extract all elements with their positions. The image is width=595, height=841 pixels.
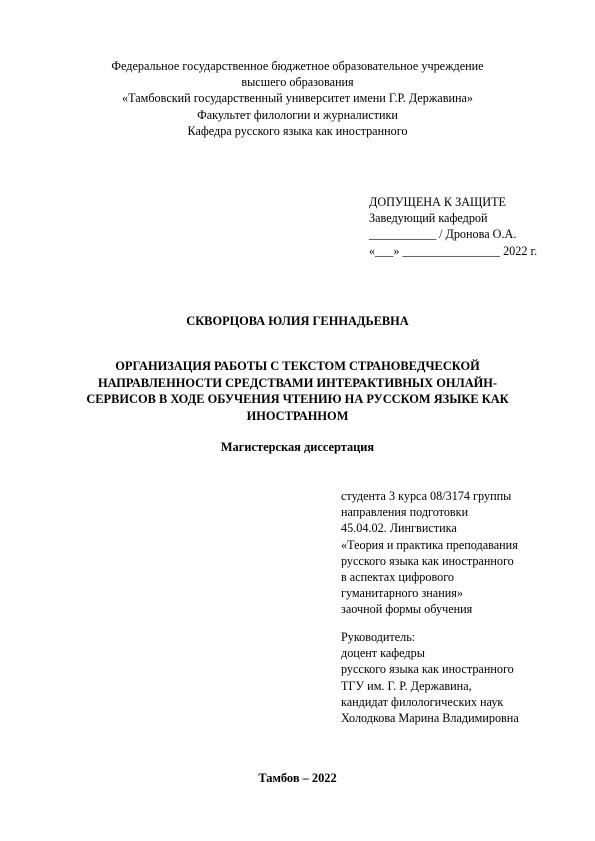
document-type: Магистерская диссертация bbox=[220, 440, 375, 454]
supervisor-line: доцент кафедры bbox=[341, 646, 425, 661]
thesis-title bbox=[0, 358, 595, 424]
supervisor-line: Холодкова Марина Владимировна bbox=[341, 711, 519, 726]
institution-line: высшего образования bbox=[241, 75, 354, 90]
student-line: русского языка как иностранного bbox=[341, 553, 514, 568]
title-line: ОРГАНИЗАЦИЯ РАБОТЫ С ТЕКСТОМ СТРАНОВЕДЧЕСКОЙ bbox=[115, 359, 480, 373]
student-line: «Теория и практика преподавания bbox=[341, 537, 518, 552]
supervisor-line: Руководитель: bbox=[341, 630, 416, 644]
supervisor-line: кандидат филологических наук bbox=[341, 694, 504, 709]
admission-line: ___________ / Дронова О.А. bbox=[369, 227, 517, 242]
supervisor-info bbox=[341, 629, 519, 726]
student-info bbox=[341, 488, 518, 618]
institution-header bbox=[0, 58, 595, 139]
supervisor-line: ТГУ им. Г. Р. Державина, bbox=[341, 678, 472, 693]
title-line: НАПРАВЛЕННОСТИ СРЕДСТВАМИ ИНТЕРАКТИВНЫХ ОНЛАЙН- bbox=[97, 375, 498, 390]
title-line: ИНОСТРАННОМ bbox=[246, 408, 349, 423]
student-line: 45.04.02. Лингвистика bbox=[341, 521, 457, 536]
admission-line: Заведующий кафедрой bbox=[369, 211, 488, 226]
student-line: в аспектах цифрового bbox=[341, 570, 455, 585]
supervisor-line: русского языка как иностранного bbox=[341, 662, 514, 677]
institution-line: Факультет филологии и журналистики bbox=[197, 107, 398, 122]
admission-line: «___» ________________ 2022 г. bbox=[369, 243, 538, 258]
author-name: СКВОРЦОВА ЮЛИЯ ГЕННАДЬЕВНА bbox=[186, 314, 409, 328]
student-line: заочной формы обучения bbox=[341, 602, 473, 617]
city-year: Тамбов – 2022 bbox=[258, 771, 337, 785]
institution-line: Кафедра русского языка как иностранного bbox=[187, 123, 408, 138]
admission-block bbox=[369, 194, 537, 259]
student-line: направления подготовки bbox=[341, 505, 469, 520]
institution-line: Федеральное государственное бюджетное образовательное учреждение bbox=[111, 59, 484, 73]
institution-line: «Тамбовский государственный университет имени Г.Р. Державина» bbox=[121, 91, 474, 106]
title-line: СЕРВИСОВ В ХОДЕ ОБУЧЕНИЯ ЧТЕНИЮ НА РУССКОМ ЯЗЫКЕ КАК bbox=[86, 392, 509, 407]
student-line: студента 3 курса 08/3174 группы bbox=[341, 489, 512, 503]
admission-line: ДОПУЩЕНА К ЗАЩИТЕ bbox=[369, 195, 507, 209]
student-line: гуманитарного знания» bbox=[341, 586, 463, 601]
